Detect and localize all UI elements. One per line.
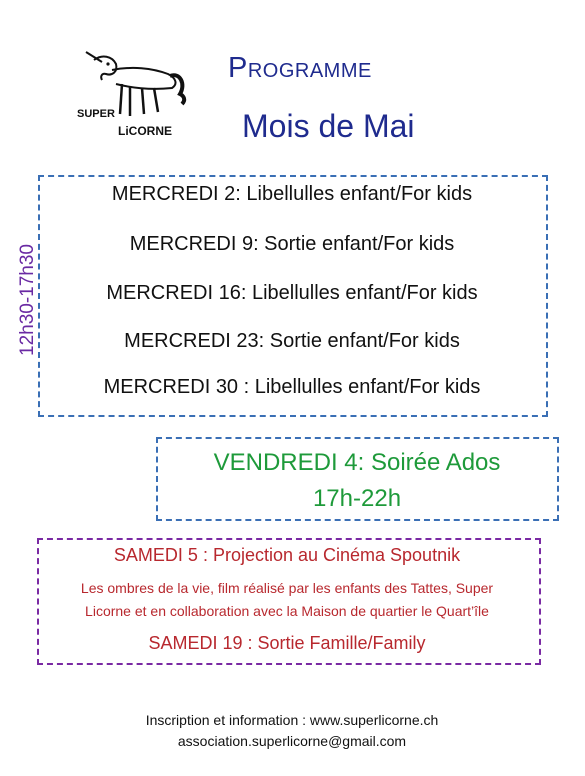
logo-super-text: SUPER <box>77 108 115 120</box>
super-licorne-logo <box>72 44 202 144</box>
footer-info: Inscription et information : www.superlicorne.ch <box>145 712 439 728</box>
friday-event: VENDREDI 4: Soirée Ados <box>213 449 501 476</box>
wednesday-item: MERCREDI 2: Libellulles enfant/For kids <box>111 183 473 205</box>
friday-time: 17h-22h <box>312 485 402 512</box>
footer-email: association.superlicorne@gmail.com <box>177 733 407 749</box>
wednesday-item: MERCREDI 9: Sortie enfant/For kids <box>129 233 455 255</box>
wednesday-item: MERCREDI 16: Libellulles enfant/For kids <box>106 282 478 304</box>
saturday-19-event: SAMEDI 19 : Sortie Famille/Family <box>148 633 426 653</box>
page-subtitle: Mois de Mai <box>242 108 415 144</box>
wednesday-item: MERCREDI 23: Sortie enfant/For kids <box>124 330 460 352</box>
saturday-5-description-2: Licorne et en collaboration avec la Maison de quartier le Quart’île <box>85 603 489 619</box>
saturday-5-description-1: Les ombres de la vie, film réalisé par les enfants des Tattes, Super <box>80 580 494 596</box>
wednesday-time: 12h30-17h30 <box>17 244 38 356</box>
logo-licorne-text: LiCORNE <box>118 124 172 138</box>
saturday-5-event: SAMEDI 5 : Projection au Cinéma Spoutnik <box>113 545 461 565</box>
page-title: Programme <box>228 52 372 84</box>
wednesday-item: MERCREDI 30 : Libellulles enfant/For kids <box>103 376 481 398</box>
